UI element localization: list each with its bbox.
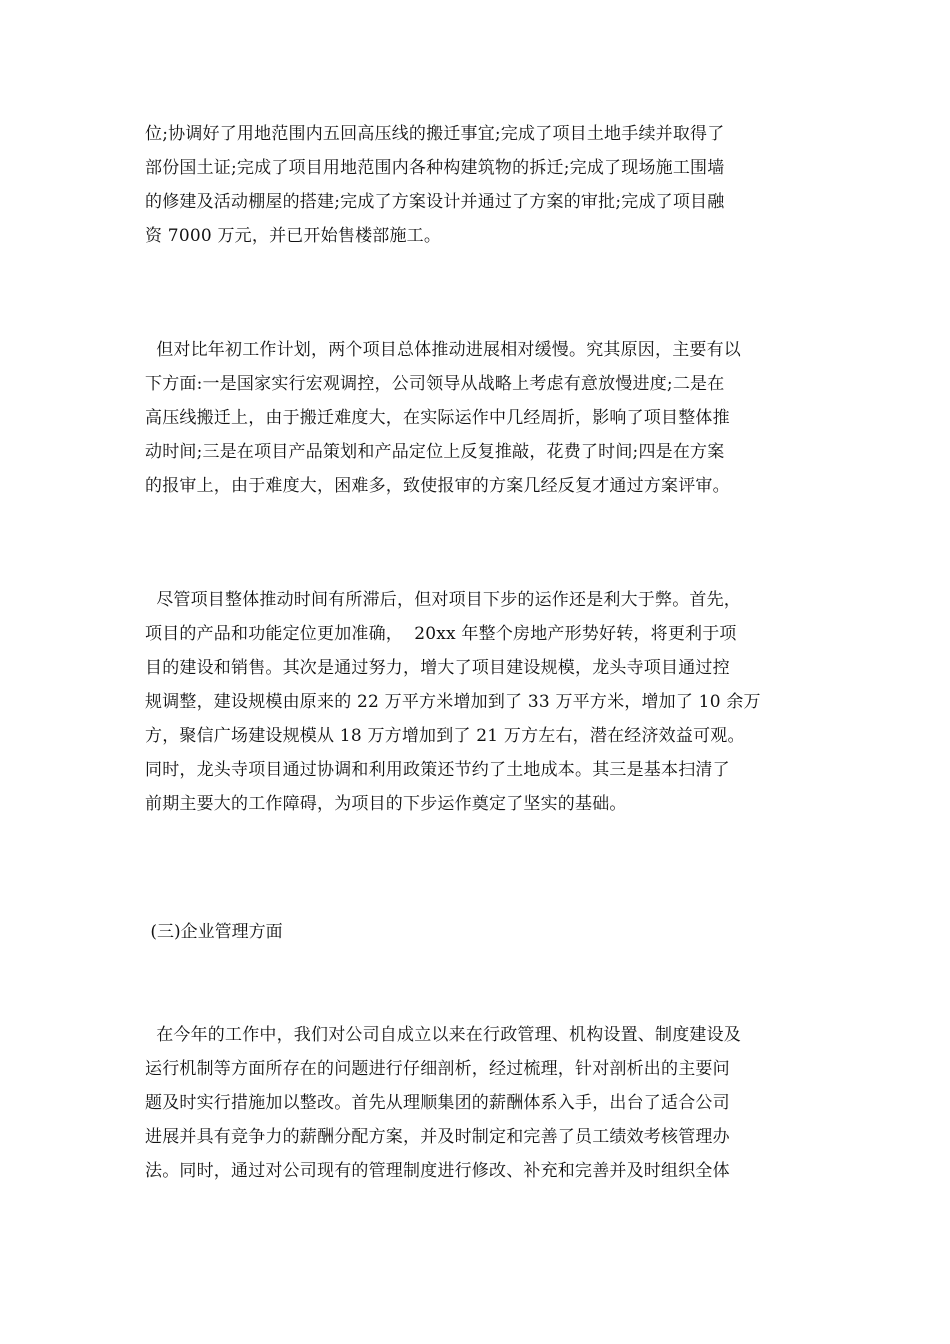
text-line: 方，聚信广场建设规模从 18 万方增加到了 21 万方左右，潜在经济效益可观。	[145, 726, 745, 746]
text-line: 规调整，建设规模由原来的 22 万平方米增加到了 33 万平方米，增加了 10 余万	[145, 692, 761, 712]
text-line: 目的建设和销售。其次是通过努力，增大了项目建设规模，龙头寺项目通过控	[145, 658, 730, 678]
text-line: 下方面:一是国家实行宏观调控，公司领导从战略上考虑有意放慢进度;二是在	[145, 374, 725, 394]
text-line: 位;协调好了用地范围内五回高压线的搬迁事宜;完成了项目土地手续并取得了	[145, 124, 725, 144]
text-line: 进展并具有竞争力的薪酬分配方案，并及时制定和完善了员工绩效考核管理办	[145, 1127, 730, 1147]
text-line: 前期主要大的工作障碍，为项目的下步运作奠定了坚实的基础。	[145, 794, 627, 814]
text-line: 动时间;三是在项目产品策划和产品定位上反复推敲，花费了时间;四是在方案	[145, 442, 725, 462]
text-line: 题及时实行措施加以整改。首先从理顺集团的薪酬体系入手，出台了适合公司	[145, 1093, 730, 1113]
paragraph-4	[145, 1018, 815, 1188]
text-line: 法。同时，通过对公司现有的管理制度进行修改、补充和完善并及时组织全体	[145, 1161, 730, 1181]
text-line: 项目的产品和功能定位更加准确， 20xx 年整个房地产形势好转，将更利于项	[145, 624, 737, 644]
text-line: 资 7000 万元，并已开始售楼部施工。	[145, 226, 442, 246]
paragraph-2	[145, 333, 815, 503]
text-line: 同时，龙头寺项目通过协调和利用政策还节约了土地成本。其三是基本扫清了	[145, 760, 730, 780]
text-line: 高压线搬迁上，由于搬迁难度大，在实际运作中几经周折，影响了项目整体推	[145, 408, 730, 428]
text-line: 尽管项目整体推动时间有所滞后，但对项目下步的运作还是利大于弊。首先，	[145, 590, 742, 610]
section-heading: (三)企业管理方面	[145, 922, 283, 942]
text-line: 的报审上，由于难度大，困难多，致使报审的方案几经反复才通过方案评审。	[145, 476, 730, 496]
text-line: 在今年的工作中，我们对公司自成立以来在行政管理、机构设置、制度建设及	[145, 1025, 742, 1045]
text-line: 部份国土证;完成了项目用地范围内各种构建筑物的拆迁;完成了现场施工围墙	[145, 158, 725, 178]
paragraph-3	[145, 583, 815, 821]
paragraph-1	[145, 117, 815, 253]
text-line: 但对比年初工作计划，两个项目总体推动进展相对缓慢。究其原因，主要有以	[145, 340, 742, 360]
text-line: 运行机制等方面所存在的问题进行仔细剖析，经过梳理，针对剖析出的主要问	[145, 1059, 730, 1079]
text-line: 的修建及活动棚屋的搭建;完成了方案设计并通过了方案的审批;完成了项目融	[145, 192, 725, 212]
